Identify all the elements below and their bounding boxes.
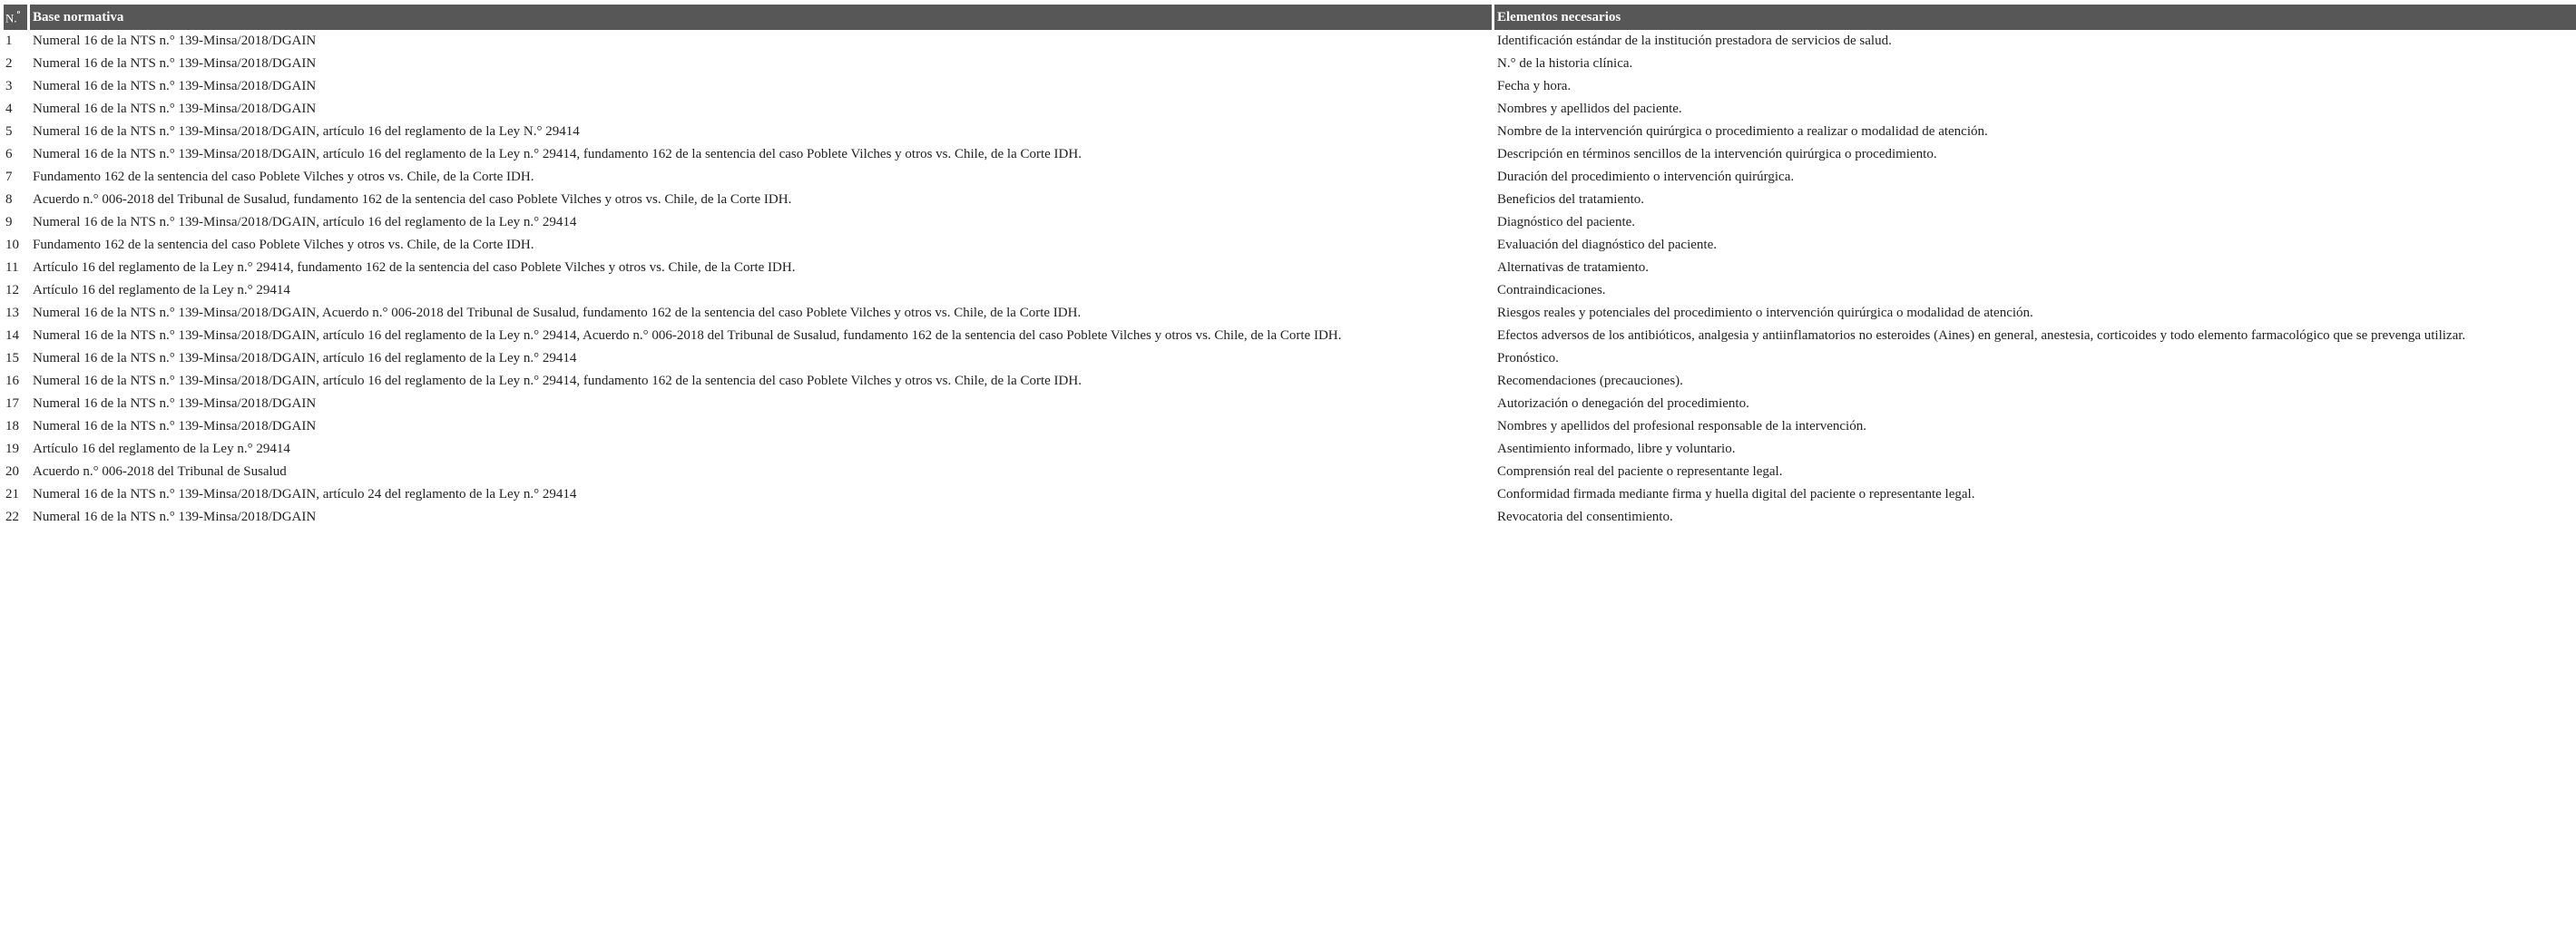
table-row — [4, 461, 2576, 483]
row-number: 11 — [5, 260, 19, 275]
row-number: 20 — [5, 464, 19, 479]
table-row — [4, 189, 2576, 211]
row-base-normativa: Artículo 16 del reglamento de la Ley n.° 29414 — [33, 442, 290, 456]
header-number-label: N. — [5, 11, 17, 25]
row-elemento: Nombres y apellidos del profesional responsable de la intervención. — [1497, 419, 1866, 433]
row-base-normativa: Acuerdo n.° 006-2018 del Tribunal de Susalud, fundamento 162 de la sentencia del caso Poblete Vilches y otros vs. Chile, de la Corte IDH. — [33, 192, 792, 207]
row-base-normativa: Numeral 16 de la NTS n.° 139-Minsa/2018/DGAIN — [33, 396, 317, 411]
row-base-normativa: Numeral 16 de la NTS n.° 139-Minsa/2018/DGAIN, artículo 16 del reglamento de la Ley n.° 29414 — [33, 351, 577, 365]
row-base-normativa: Numeral 16 de la NTS n.° 139-Minsa/2018/DGAIN, artículo 16 del reglamento de la Ley n.° 29414 — [33, 215, 577, 229]
row-elemento: Conformidad firmada mediante firma y huella digital del paciente o representante legal. — [1497, 487, 1975, 502]
row-number: 8 — [5, 192, 13, 207]
row-base-normativa: Numeral 16 de la NTS n.° 139-Minsa/2018/DGAIN — [33, 79, 317, 93]
row-base-normativa: Numeral 16 de la NTS n.° 139-Minsa/2018/DGAIN, artículo 16 del reglamento de la Ley N.° 29414 — [33, 124, 580, 139]
row-elemento: Descripción en términos sencillos de la intervención quirúrgica o procedimiento. — [1497, 147, 1937, 161]
row-elemento: Duración del procedimiento o intervención quirúrgica. — [1497, 170, 1795, 184]
row-number: 4 — [5, 102, 13, 116]
row-base-normativa: Numeral 16 de la NTS n.° 139-Minsa/2018/DGAIN, artículo 16 del reglamento de la Ley n.° 29414, fundamento 162 de la sentencia del caso Poblete Vilches y otros vs. Chile, de la Corte IDH. — [33, 147, 1082, 161]
row-base-normativa: Numeral 16 de la NTS n.° 139-Minsa/2018/DGAIN, Acuerdo n.° 006-2018 del Tribunal de Susalud, fundamento 162 de la sentencia del caso Poblete Vilches y otros vs. Chile, de la Corte IDH. — [33, 306, 1082, 320]
row-number: 7 — [5, 170, 13, 184]
table-row — [4, 234, 2576, 257]
table-row — [4, 166, 2576, 189]
header-number — [4, 5, 30, 30]
table-row — [4, 53, 2576, 75]
table-row — [4, 30, 2576, 53]
table-row — [4, 347, 2576, 370]
table-row — [4, 483, 2576, 506]
header-base-normativa: Base normativa — [30, 5, 1494, 30]
row-base-normativa: Artículo 16 del reglamento de la Ley n.° 29414 — [33, 283, 290, 297]
table-row — [4, 302, 2576, 325]
table-row — [4, 98, 2576, 121]
row-number: 17 — [5, 396, 19, 411]
row-elemento: Diagnóstico del paciente. — [1497, 215, 1636, 229]
row-elemento: Asentimiento informado, libre y voluntario. — [1497, 442, 1736, 456]
row-elemento: Beneficios del tratamiento. — [1497, 192, 1645, 207]
row-elemento: Identificación estándar de la institución prestadora de servicios de salud. — [1497, 34, 1892, 48]
header-elementos-necesarios: Elementos necesarios — [1494, 5, 2576, 30]
row-number: 1 — [5, 34, 13, 48]
table-row — [4, 75, 2576, 98]
row-number: 6 — [5, 147, 13, 161]
row-elemento: Comprensión real del paciente o representante legal. — [1497, 464, 1783, 479]
row-base-normativa: Numeral 16 de la NTS n.° 139-Minsa/2018/DGAIN — [33, 56, 317, 71]
table-row — [4, 143, 2576, 166]
table-row — [4, 393, 2576, 415]
table-row — [4, 370, 2576, 393]
row-base-normativa: Numeral 16 de la NTS n.° 139-Minsa/2018/DGAIN — [33, 34, 317, 48]
row-elemento: Evaluación del diagnóstico del paciente. — [1497, 238, 1717, 252]
row-number: 21 — [5, 487, 19, 502]
table-row — [4, 257, 2576, 279]
row-elemento: Recomendaciones (precauciones). — [1497, 374, 1683, 388]
row-elemento: N.° de la historia clínica. — [1497, 56, 1633, 71]
row-number: 10 — [5, 238, 19, 252]
row-base-normativa: Artículo 16 del reglamento de la Ley n.° 29414, fundamento 162 de la sentencia del caso Poblete Vilches y otros vs. Chile, de la Corte IDH. — [33, 260, 796, 275]
row-number: 16 — [5, 374, 19, 388]
row-elemento: Pronóstico. — [1497, 351, 1559, 365]
row-number: 15 — [5, 351, 19, 365]
table-row — [4, 415, 2576, 438]
requirements-table — [4, 5, 2576, 529]
row-base-normativa: Numeral 16 de la NTS n.° 139-Minsa/2018/DGAIN, artículo 24 del reglamento de la Ley n.° 29414 — [33, 487, 577, 502]
row-number: 3 — [5, 79, 13, 93]
row-base-normativa: Numeral 16 de la NTS n.° 139-Minsa/2018/DGAIN, artículo 16 del reglamento de la Ley n.° 29414, Acuerdo n.° 006-2018 del Tribunal de Susalud, fundamento 162 de la sentencia del caso Poblete Vilches y otros vs. Chile, de la Corte IDH. — [33, 328, 1342, 343]
table-header-row — [4, 5, 2576, 30]
row-elemento: Nombres y apellidos del paciente. — [1497, 102, 1682, 116]
row-base-normativa: Numeral 16 de la NTS n.° 139-Minsa/2018/DGAIN — [33, 419, 317, 433]
table-row — [4, 279, 2576, 302]
row-elemento: Nombre de la intervención quirúrgica o procedimiento a realizar o modalidad de atención. — [1497, 124, 1988, 139]
table-row — [4, 506, 2576, 529]
row-base-normativa: Fundamento 162 de la sentencia del caso Poblete Vilches y otros vs. Chile, de la Corte IDH. — [33, 170, 534, 184]
row-number: 14 — [5, 328, 19, 343]
row-number: 9 — [5, 215, 13, 229]
row-number: 2 — [5, 56, 13, 71]
row-base-normativa: Numeral 16 de la NTS n.° 139-Minsa/2018/DGAIN, artículo 16 del reglamento de la Ley n.° 29414, fundamento 162 de la sentencia del caso Poblete Vilches y otros vs. Chile, de la Corte IDH. — [33, 374, 1082, 388]
row-number: 13 — [5, 306, 19, 320]
table-row — [4, 121, 2576, 143]
row-number: 19 — [5, 442, 19, 456]
header-number-sup: º — [16, 8, 21, 20]
row-elemento: Contraindicaciones. — [1497, 283, 1606, 297]
row-number: 18 — [5, 419, 19, 433]
row-base-normativa: Numeral 16 de la NTS n.° 139-Minsa/2018/DGAIN — [33, 102, 317, 116]
row-elemento: Alternativas de tratamiento. — [1497, 260, 1650, 275]
row-base-normativa: Acuerdo n.° 006-2018 del Tribunal de Susalud — [33, 464, 287, 479]
row-elemento: Fecha y hora. — [1497, 79, 1572, 93]
table-row — [4, 211, 2576, 234]
row-elemento: Autorización o denegación del procedimiento. — [1497, 396, 1749, 411]
row-elemento: Efectos adversos de los antibióticos, analgesia y antiinflamatorios no esteroides (Aines) en general, anestesia, corticoides y todo elemento farmacológico que se prevenga utilizar. — [1497, 328, 2466, 343]
row-elemento: Revocatoria del consentimiento. — [1497, 510, 1673, 524]
table-row — [4, 325, 2576, 347]
row-base-normativa: Numeral 16 de la NTS n.° 139-Minsa/2018/DGAIN — [33, 510, 317, 524]
table-row — [4, 438, 2576, 461]
row-elemento: Riesgos reales y potenciales del procedimiento o intervención quirúrgica o modalidad de atención. — [1497, 306, 2033, 320]
row-number: 22 — [5, 510, 19, 524]
row-base-normativa: Fundamento 162 de la sentencia del caso Poblete Vilches y otros vs. Chile, de la Corte IDH. — [33, 238, 534, 252]
row-number: 5 — [5, 124, 13, 139]
row-number: 12 — [5, 283, 19, 297]
